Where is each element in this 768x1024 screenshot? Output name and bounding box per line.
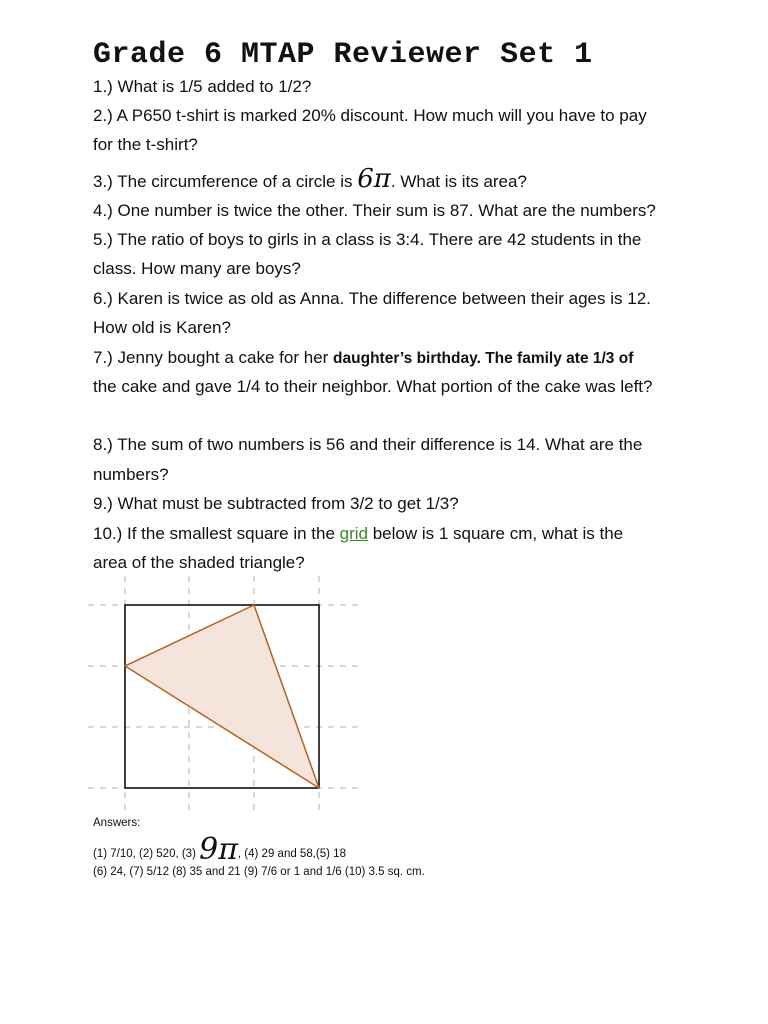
pi-expression: 6π [357,164,391,194]
question-10-line-1 [93,519,703,549]
question-10-text: 10.) If the smallest square in the [93,524,340,543]
grid-triangle-figure [88,576,358,816]
answers-line-1 [93,832,425,867]
answers-line-1-text: (1) 7/10, (2) 520, (3) [93,848,200,860]
answers-line-2: (6) 24, (7) 5/12 (8) 35 and 21 (9) 7/6 or 1 and 1/6 (10) 3.5 sq. cm. [93,866,425,878]
question-9: 9.) What must be subtracted from 3/2 to get 1/3? [93,494,459,513]
question-5-line-2: class. How many are boys? [93,259,301,278]
answers-label: Answers: [93,817,141,829]
question-7-line-1 [93,343,703,374]
pi-expression: 9π [199,832,238,867]
question-6-line-2: How old is Karen? [93,318,231,337]
question-3-tail: . What is its area? [390,172,527,191]
question-7-text: 7.) Jenny bought a cake for her [93,348,334,367]
question-7-line-2: the cake and gave 1/4 to their neighbor. What portion of the cake was left? [93,377,653,396]
question-3 [93,166,703,197]
page-title: Grade 6 MTAP Reviewer Set 1 [93,38,593,72]
question-6-line-1: 6.) Karen is twice as old as Anna. The difference between their ages is 12. [93,289,651,308]
question-7-bold-text: daughter’s birthday. The family ate 1/3 of [333,350,634,367]
shaded-triangle [125,605,319,788]
question-8-line-1: 8.) The sum of two numbers is 56 and their difference is 14. What are the [93,435,643,454]
question-8-line-2: numbers? [93,465,169,484]
grid-link[interactable]: grid [339,524,368,543]
answers-section [93,816,425,880]
answers-line-1-tail: , (4) 29 and 58,(5) 18 [237,848,346,860]
question-2-line-1: 2.) A P650 t-shirt is marked 20% discount. How much will you have to pay [93,106,647,125]
question-2-line-2: for the t-shirt? [93,135,198,154]
question-10-line-2: area of the shaded triangle? [93,553,305,572]
question-1: 1.) What is 1/5 added to 1/2? [93,77,312,96]
question-5-line-1: 5.) The ratio of boys to girls in a class is 3:4. There are 42 students in the [93,230,642,249]
question-3-text: 3.) The circumference of a circle is [93,172,358,191]
question-10-tail: below is 1 square cm, what is the [367,524,624,543]
question-4: 4.) One number is twice the other. Their sum is 87. What are the numbers? [93,201,656,220]
